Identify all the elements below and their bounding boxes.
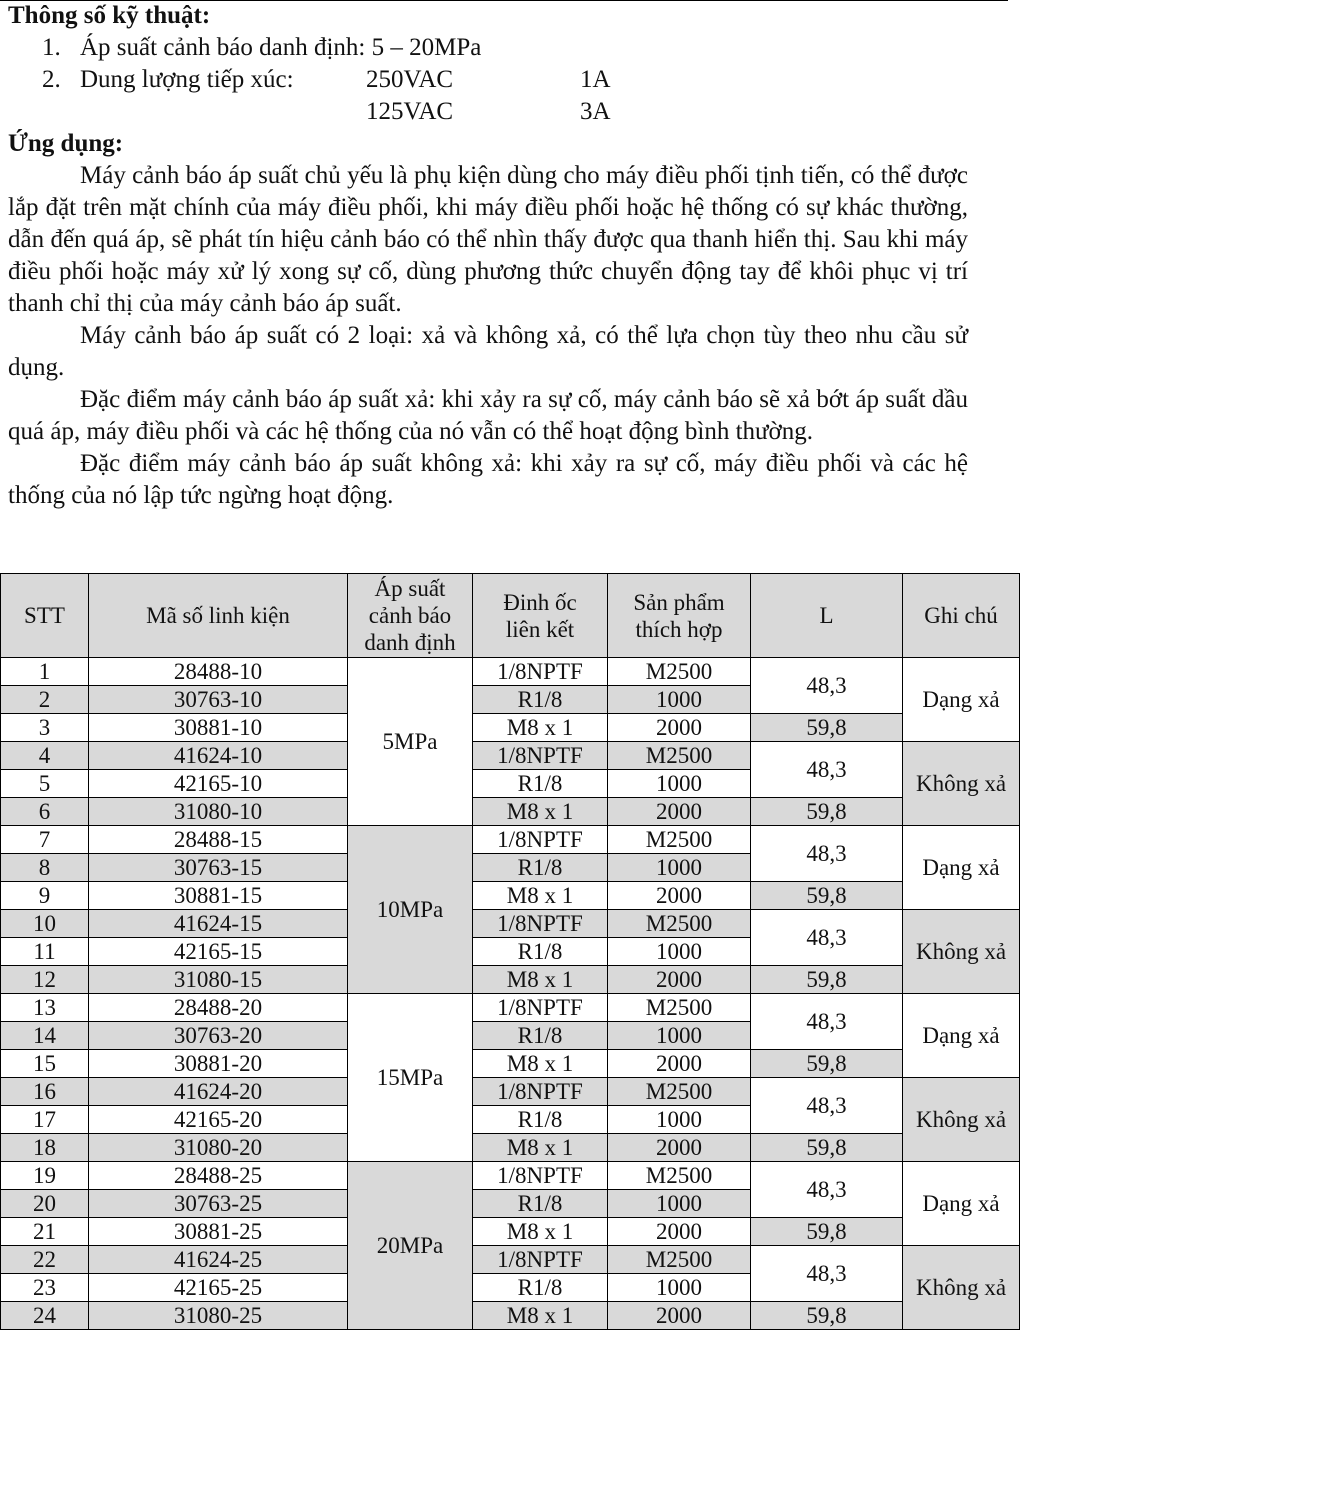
cell-compatible-product: 1000: [608, 686, 751, 714]
cell-rated-pressure: 15MPa: [348, 994, 473, 1162]
cell-part-code: 41624-15: [89, 910, 348, 938]
cell-stt: 24: [1, 1302, 89, 1330]
cell-l: 48,3: [751, 994, 903, 1050]
cell-part-code: 42165-10: [89, 770, 348, 798]
cell-stt: 13: [1, 994, 89, 1022]
cell-note: Dạng xả: [903, 1162, 1020, 1246]
cell-l: 59,8: [751, 714, 903, 742]
cell-stt: 1: [1, 658, 89, 686]
table-row: [1, 966, 1020, 994]
table-row: [1, 798, 1020, 826]
cell-compatible-product: M2500: [608, 1246, 751, 1274]
cell-part-code: 31080-25: [89, 1302, 348, 1330]
cell-connection-thread: R1/8: [473, 1022, 608, 1050]
cell-stt: 7: [1, 826, 89, 854]
cell-connection-thread: R1/8: [473, 770, 608, 798]
cell-part-code: 30881-20: [89, 1050, 348, 1078]
cell-compatible-product: 2000: [608, 966, 751, 994]
cell-connection-thread: 1/8NPTF: [473, 1246, 608, 1274]
table-row: [1, 1050, 1020, 1078]
cell-l: 48,3: [751, 1078, 903, 1134]
spec-item-number: 1.: [42, 34, 61, 61]
cell-rated-pressure: 5MPa: [348, 658, 473, 826]
cell-compatible-product: 2000: [608, 798, 751, 826]
cell-compatible-product: 1000: [608, 938, 751, 966]
header-part-code: Mã số linh kiện: [89, 574, 348, 658]
cell-part-code: 30881-10: [89, 714, 348, 742]
cell-l: 59,8: [751, 966, 903, 994]
cell-l: 48,3: [751, 826, 903, 882]
cell-stt: 15: [1, 1050, 89, 1078]
cell-compatible-product: M2500: [608, 658, 751, 686]
cell-l: 48,3: [751, 742, 903, 798]
cell-compatible-product: 1000: [608, 1190, 751, 1218]
header-stt: STT: [1, 574, 89, 658]
spec-item-1: [8, 32, 968, 64]
spec-item-number: 2.: [42, 66, 61, 93]
cell-l: 59,8: [751, 882, 903, 910]
spec-item-2-line-2: [8, 96, 968, 128]
cell-stt: 22: [1, 1246, 89, 1274]
spec-item-text: Áp suất cảnh báo danh định: 5 – 20MPa: [80, 34, 482, 61]
cell-compatible-product: M2500: [608, 1078, 751, 1106]
cell-compatible-product: M2500: [608, 994, 751, 1022]
table-row: [1, 1218, 1020, 1246]
application-paragraph: Máy cảnh báo áp suất có 2 loại: xả và không xả, có thể lựa chọn tùy theo nhu cầu sử dụng.: [8, 322, 968, 381]
current-1: 1A: [580, 66, 611, 93]
cell-compatible-product: 2000: [608, 1050, 751, 1078]
header-compatible-product: Sản phẩm thích hợp: [608, 574, 751, 658]
cell-note: Không xả: [903, 742, 1020, 826]
cell-stt: 8: [1, 854, 89, 882]
voltage-1: 250VAC: [366, 66, 454, 93]
cell-part-code: 31080-15: [89, 966, 348, 994]
cell-rated-pressure: 20MPa: [348, 1162, 473, 1330]
cell-connection-thread: R1/8: [473, 1106, 608, 1134]
cell-connection-thread: 1/8NPTF: [473, 1078, 608, 1106]
cell-part-code: 30763-25: [89, 1190, 348, 1218]
cell-part-code: 28488-10: [89, 658, 348, 686]
cell-part-code: 30763-10: [89, 686, 348, 714]
cell-compatible-product: 2000: [608, 1218, 751, 1246]
table-row: [1, 1246, 1020, 1274]
cell-stt: 16: [1, 1078, 89, 1106]
cell-compatible-product: 1000: [608, 1022, 751, 1050]
table-row: [1, 1162, 1020, 1190]
cell-stt: 11: [1, 938, 89, 966]
current-2: 3A: [580, 98, 611, 125]
cell-compatible-product: M2500: [608, 910, 751, 938]
cell-l: 59,8: [751, 1218, 903, 1246]
cell-connection-thread: R1/8: [473, 1190, 608, 1218]
cell-part-code: 42165-25: [89, 1274, 348, 1302]
cell-stt: 10: [1, 910, 89, 938]
cell-l: 48,3: [751, 658, 903, 714]
cell-compatible-product: 2000: [608, 1134, 751, 1162]
cell-compatible-product: 2000: [608, 714, 751, 742]
cell-stt: 3: [1, 714, 89, 742]
table-header-row: [1, 574, 1020, 658]
table-row: [1, 910, 1020, 938]
table-row: [1, 826, 1020, 854]
spec-item-2: [8, 64, 968, 96]
table-row: [1, 882, 1020, 910]
cell-connection-thread: 1/8NPTF: [473, 742, 608, 770]
cell-connection-thread: M8 x 1: [473, 1218, 608, 1246]
application-heading: Ứng dụng:: [8, 130, 124, 157]
cell-part-code: 41624-20: [89, 1078, 348, 1106]
cell-stt: 14: [1, 1022, 89, 1050]
cell-stt: 17: [1, 1106, 89, 1134]
cell-note: Không xả: [903, 910, 1020, 994]
cell-compatible-product: M2500: [608, 742, 751, 770]
table-row: [1, 994, 1020, 1022]
table-row: [1, 1078, 1020, 1106]
cell-l: 59,8: [751, 1050, 903, 1078]
cell-stt: 5: [1, 770, 89, 798]
cell-stt: 18: [1, 1134, 89, 1162]
cell-connection-thread: M8 x 1: [473, 714, 608, 742]
table-row: [1, 742, 1020, 770]
cell-part-code: 30881-25: [89, 1218, 348, 1246]
cell-connection-thread: 1/8NPTF: [473, 658, 608, 686]
cell-compatible-product: M2500: [608, 1162, 751, 1190]
cell-compatible-product: 1000: [608, 770, 751, 798]
cell-part-code: 42165-20: [89, 1106, 348, 1134]
cell-l: 59,8: [751, 798, 903, 826]
cell-stt: 23: [1, 1274, 89, 1302]
table-row: [1, 1134, 1020, 1162]
cell-l: 48,3: [751, 910, 903, 966]
document-text: [8, 0, 968, 512]
table-row: [1, 658, 1020, 686]
header-rated-pressure: Áp suất cảnh báo danh định: [348, 574, 473, 658]
cell-connection-thread: 1/8NPTF: [473, 994, 608, 1022]
cell-stt: 6: [1, 798, 89, 826]
cell-connection-thread: 1/8NPTF: [473, 826, 608, 854]
cell-compatible-product: 2000: [608, 882, 751, 910]
cell-compatible-product: 1000: [608, 1106, 751, 1134]
cell-note: Dạng xả: [903, 658, 1020, 742]
header-note: Ghi chú: [903, 574, 1020, 658]
header-connection-thread: Đinh ốc liên kết: [473, 574, 608, 658]
voltage-2: 125VAC: [366, 98, 454, 125]
cell-note: Dạng xả: [903, 826, 1020, 910]
cell-part-code: 42165-15: [89, 938, 348, 966]
cell-connection-thread: M8 x 1: [473, 1134, 608, 1162]
cell-connection-thread: R1/8: [473, 1274, 608, 1302]
cell-stt: 12: [1, 966, 89, 994]
cell-note: Không xả: [903, 1246, 1020, 1330]
cell-part-code: 30763-15: [89, 854, 348, 882]
cell-part-code: 28488-20: [89, 994, 348, 1022]
spec-item-text: Dung lượng tiếp xúc:: [80, 66, 294, 93]
table-row: [1, 714, 1020, 742]
cell-l: 59,8: [751, 1134, 903, 1162]
cell-part-code: 41624-25: [89, 1246, 348, 1274]
cell-stt: 21: [1, 1218, 89, 1246]
cell-connection-thread: M8 x 1: [473, 966, 608, 994]
cell-connection-thread: R1/8: [473, 938, 608, 966]
table-body: [1, 658, 1020, 1330]
cell-connection-thread: M8 x 1: [473, 882, 608, 910]
specs-heading: Thông số kỹ thuật:: [8, 2, 211, 29]
cell-stt: 19: [1, 1162, 89, 1190]
cell-compatible-product: 1000: [608, 854, 751, 882]
application-paragraph: Đặc điểm máy cảnh báo áp suất xả: khi xảy ra sự cố, máy cảnh báo sẽ xả bớt áp suất dầu quá áp, máy điều phối và các hệ thống của nó vẫn có thể hoạt động bình thường.: [8, 386, 968, 445]
cell-stt: 20: [1, 1190, 89, 1218]
cell-stt: 2: [1, 686, 89, 714]
cell-compatible-product: M2500: [608, 826, 751, 854]
cell-connection-thread: R1/8: [473, 854, 608, 882]
application-paragraph: Máy cảnh báo áp suất chủ yếu là phụ kiện dùng cho máy điều phối tịnh tiến, có thể được lắp đặt trên mặt chính của máy điều phối, khi máy điều phối hoặc hệ thống có sự khác thường, dẫn đến quá áp, sẽ phát tín hiệu cảnh báo có thể nhìn thấy được qua thanh hiển thị. Sau khi máy điều phối hoặc máy xử lý xong sự cố, dùng phương thức chuyển động tay để khôi phục vị trí thanh chỉ thị của máy cảnh báo áp suất.: [8, 162, 968, 317]
cell-connection-thread: 1/8NPTF: [473, 910, 608, 938]
cell-connection-thread: M8 x 1: [473, 1050, 608, 1078]
cell-part-code: 30881-15: [89, 882, 348, 910]
cell-connection-thread: M8 x 1: [473, 798, 608, 826]
cell-part-code: 30763-20: [89, 1022, 348, 1050]
parts-table: [0, 573, 1020, 1330]
cell-connection-thread: M8 x 1: [473, 1302, 608, 1330]
cell-compatible-product: 1000: [608, 1274, 751, 1302]
cell-note: Không xả: [903, 1078, 1020, 1162]
cell-l: 59,8: [751, 1302, 903, 1330]
cell-compatible-product: 2000: [608, 1302, 751, 1330]
header-l: L: [751, 574, 903, 658]
cell-part-code: 41624-10: [89, 742, 348, 770]
cell-part-code: 28488-25: [89, 1162, 348, 1190]
cell-rated-pressure: 10MPa: [348, 826, 473, 994]
cell-stt: 4: [1, 742, 89, 770]
cell-note: Dạng xả: [903, 994, 1020, 1078]
cell-part-code: 31080-20: [89, 1134, 348, 1162]
cell-l: 48,3: [751, 1246, 903, 1302]
table-row: [1, 1302, 1020, 1330]
cell-connection-thread: R1/8: [473, 686, 608, 714]
cell-part-code: 28488-15: [89, 826, 348, 854]
cell-l: 48,3: [751, 1162, 903, 1218]
cell-connection-thread: 1/8NPTF: [473, 1162, 608, 1190]
cell-part-code: 31080-10: [89, 798, 348, 826]
cell-stt: 9: [1, 882, 89, 910]
application-paragraph: Đặc điểm máy cảnh báo áp suất không xả: khi xảy ra sự cố, máy điều phối và các hệ thống của nó lập tức ngừng hoạt động.: [8, 450, 968, 509]
